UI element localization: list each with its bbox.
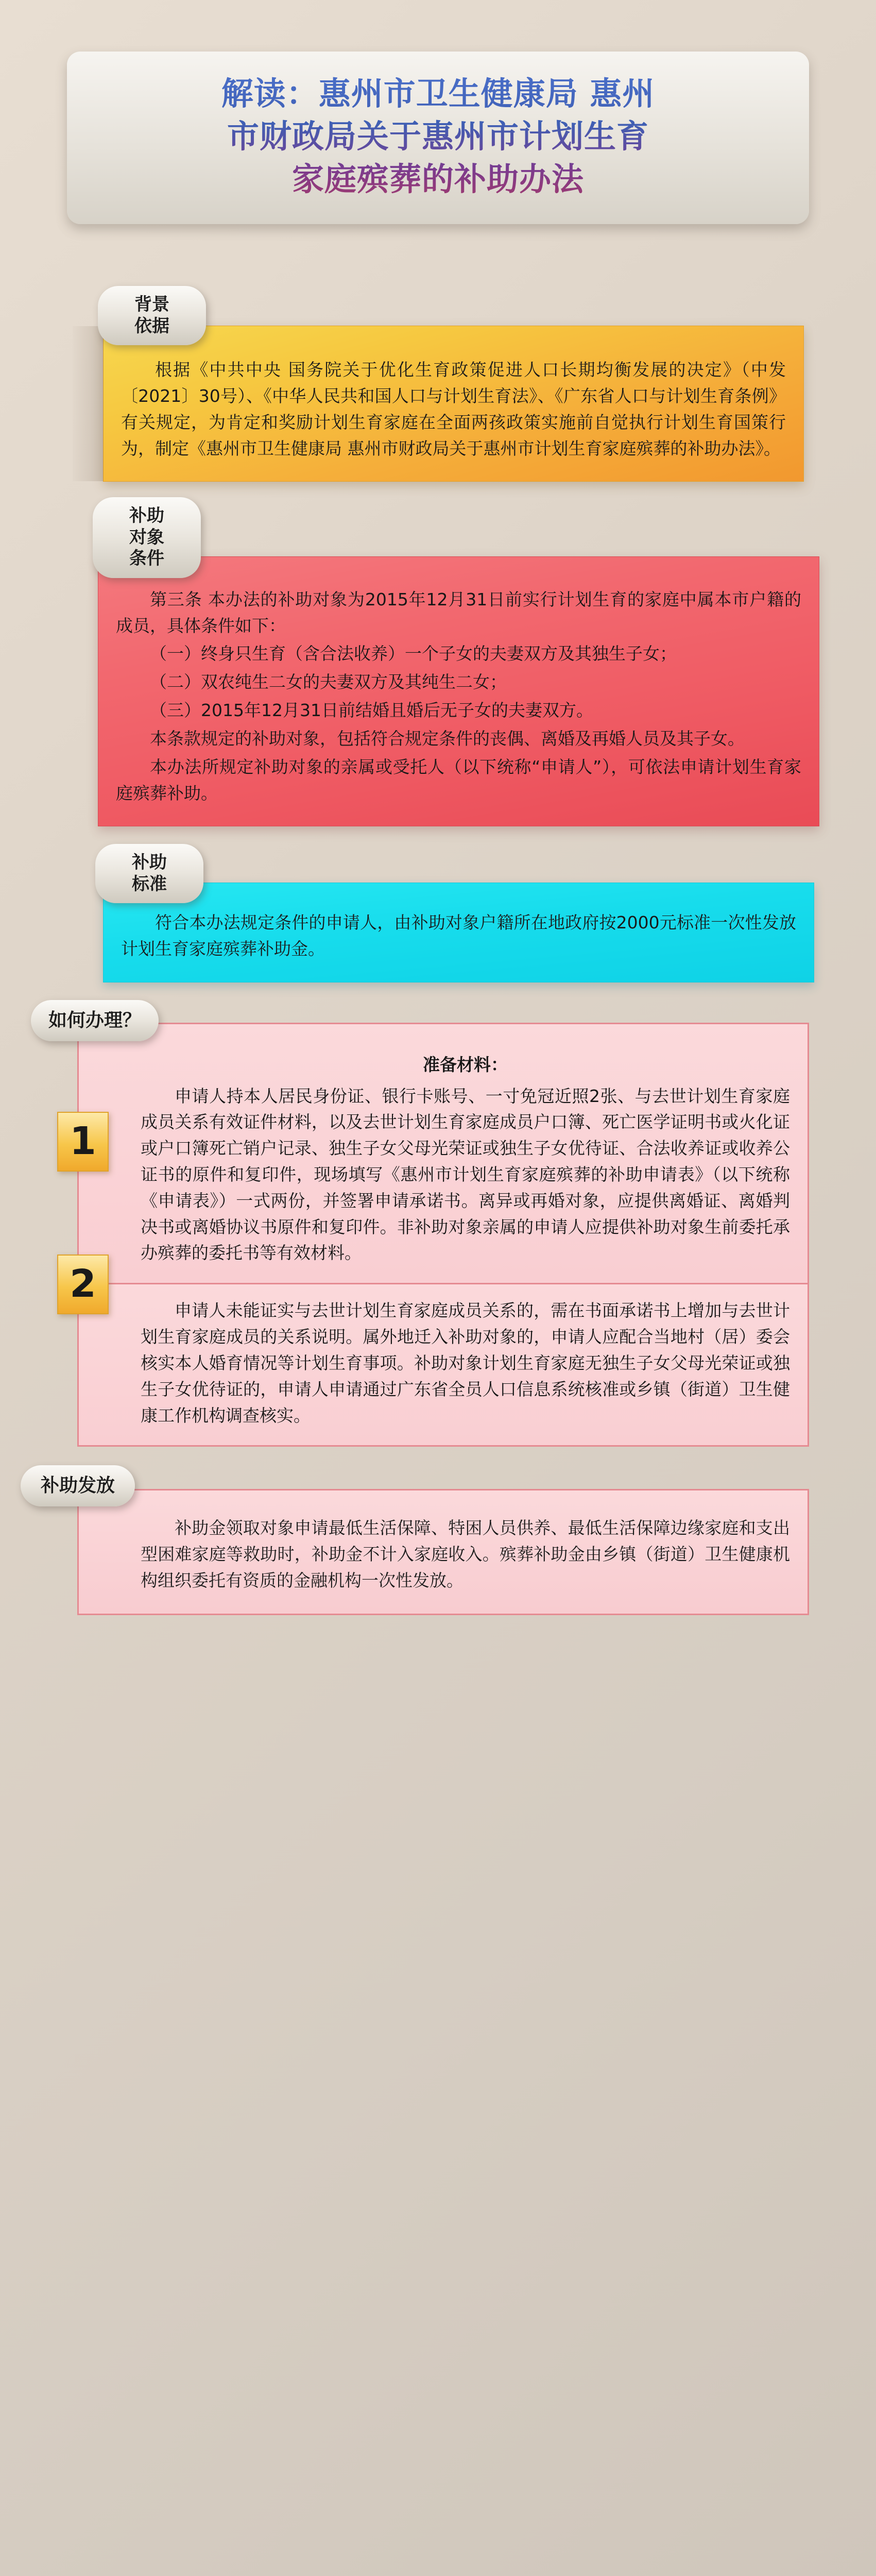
howto-step-2-paragraph: 申请人未能证实与去世计划生育家庭成员关系的，需在书面承诺书上增加与去世计划生育家庭成员的关系说明。属外地迁入补助对象的，申请人应配合当地村（居）委会核实本人婚育情况等计划生育事项。补助对象计划生育家庭无独生子女父母光荣证或独生子女优待证的，申请人申请通过广东省全员人口信息系统核准或乡镇（街道）卫生健康工作机构调查核实。	[141, 1300, 790, 1426]
section-background	[0, 286, 876, 482]
section-target-conditions	[0, 497, 876, 826]
section-background-tab-line-1: 背景	[134, 294, 169, 315]
section-background-body	[103, 326, 804, 482]
section-issuance-tab-label: 补助发放	[40, 1475, 115, 1497]
section-howto-tab-label: 如何办理？	[48, 1009, 142, 1031]
page-title	[88, 72, 788, 200]
section-target-paragraph-3: （二）双农纯生二女的夫妻双方及其纯生二女；	[150, 672, 507, 692]
section-standard	[0, 844, 876, 982]
howto-step-1-paragraph: 申请人持本人居民身份证、银行卡账号、一寸免冠近照2张、与去世计划生育家庭成员关系有效证件材料，以及去世计划生育家庭成员户口簿、死亡医学证明书或火化证或户口簿死亡销户记录、独生子女父母光荣证或独生子女优待证、合法收养证或收养公证书的原件和复印件，现场填写《惠州市计划生育家庭殡葬的补助申请表》（以下统称《申请表》）一式两份，并签署申请承诺书。离异或再婚对象，应提供离婚证、离婚判决书或离婚协议书原件和复印件。非补助对象亲属的申请人应提供补助对象生前委托承办殡葬的委托书等有效材料。	[141, 1086, 790, 1263]
howto-heading: 准备材料：	[423, 1054, 508, 1075]
section-target-tab	[93, 497, 201, 578]
howto-step-2	[70, 1262, 809, 1447]
section-target-tab-line-3: 条件	[129, 548, 164, 569]
infographic-page	[0, 52, 876, 2576]
section-standard-paragraph: 符合本办法规定条件的申请人，由补助对象户籍所在地政府按2000元标准一次性发放计划生育家庭殡葬补助金。	[121, 912, 796, 959]
section-target-paragraph-2: （一）终身只生育（含合法收养）一个子女的夫妻双方及其独生子女；	[150, 643, 677, 664]
section-issuance-tab	[21, 1465, 135, 1506]
page-title-line-1: 解读：惠州市卫生健康局 惠州	[221, 75, 655, 112]
section-target-tab-line-1: 补助	[129, 505, 164, 527]
page-title-line-3: 家庭殡葬的补助办法	[291, 160, 584, 198]
section-background-tab-line-2: 依据	[134, 315, 169, 336]
step-number-1: 1	[57, 1112, 109, 1172]
section-target-tab-line-2: 对象	[129, 527, 164, 548]
section-howto-tab	[31, 1000, 159, 1041]
section-background-paragraph: 根据《中共中央 国务院关于优化生育政策促进人口长期均衡发展的决定》（中发〔2021〕30号）、《中华人民共和国人口与计划生育法》、《广东省人口与计划生育条例》有关规定，为肯定和奖励计划生育家庭在全面两孩政策实施前自觉执行计划生育国策行为，制定《惠州市卫生健康局 惠州市财政局关于惠州市计划生育家庭殡葬的补助办法》。	[121, 360, 786, 459]
page-title-line-2: 市财政局关于惠州市计划生育	[227, 117, 649, 156]
howto-step-1	[70, 1023, 809, 1285]
section-issuance-paragraph: 补助金领取对象申请最低生活保障、特困人员供养、最低生活保障边缘家庭和支出型困难家庭等救助时，补助金不计入家庭收入。殡葬补助金由乡镇（街道）卫生健康机构组织委托有资质的金融机构一次性发放。	[141, 1518, 790, 1590]
section-standard-tab-line-2: 标准	[132, 873, 167, 894]
section-standard-tab-line-1: 补助	[132, 852, 167, 873]
section-howto-steps	[70, 1023, 809, 1447]
section-target-body	[98, 556, 819, 827]
section-standard-tab	[95, 844, 203, 903]
step-number-2: 2	[57, 1255, 109, 1314]
section-issuance-body	[77, 1489, 809, 1615]
section-standard-body	[103, 883, 814, 982]
section-target-paragraph-5: 本条款规定的补助对象，包括符合规定条件的丧偶、离婚及再婚人员及其子女。	[150, 728, 745, 749]
bottom-spacer	[0, 1615, 876, 1692]
decorative-shadow	[73, 326, 104, 481]
section-target-paragraph-6: 本办法所规定补助对象的亲属或受托人（以下统称“申请人”），可依法申请计划生育家庭殡葬补助。	[116, 756, 801, 803]
section-howto	[0, 1000, 876, 1447]
section-issuance	[0, 1465, 876, 1615]
page-title-card	[67, 52, 809, 224]
section-background-tab	[98, 286, 206, 345]
section-target-paragraph-4: （三）2015年12月31日前结婚且婚后无子女的夫妻双方。	[150, 700, 593, 721]
section-target-paragraph-1: 第三条 本办法的补助对象为2015年12月31日前实行计划生育的家庭中属本市户籍的成员，具体条件如下：	[116, 589, 801, 636]
